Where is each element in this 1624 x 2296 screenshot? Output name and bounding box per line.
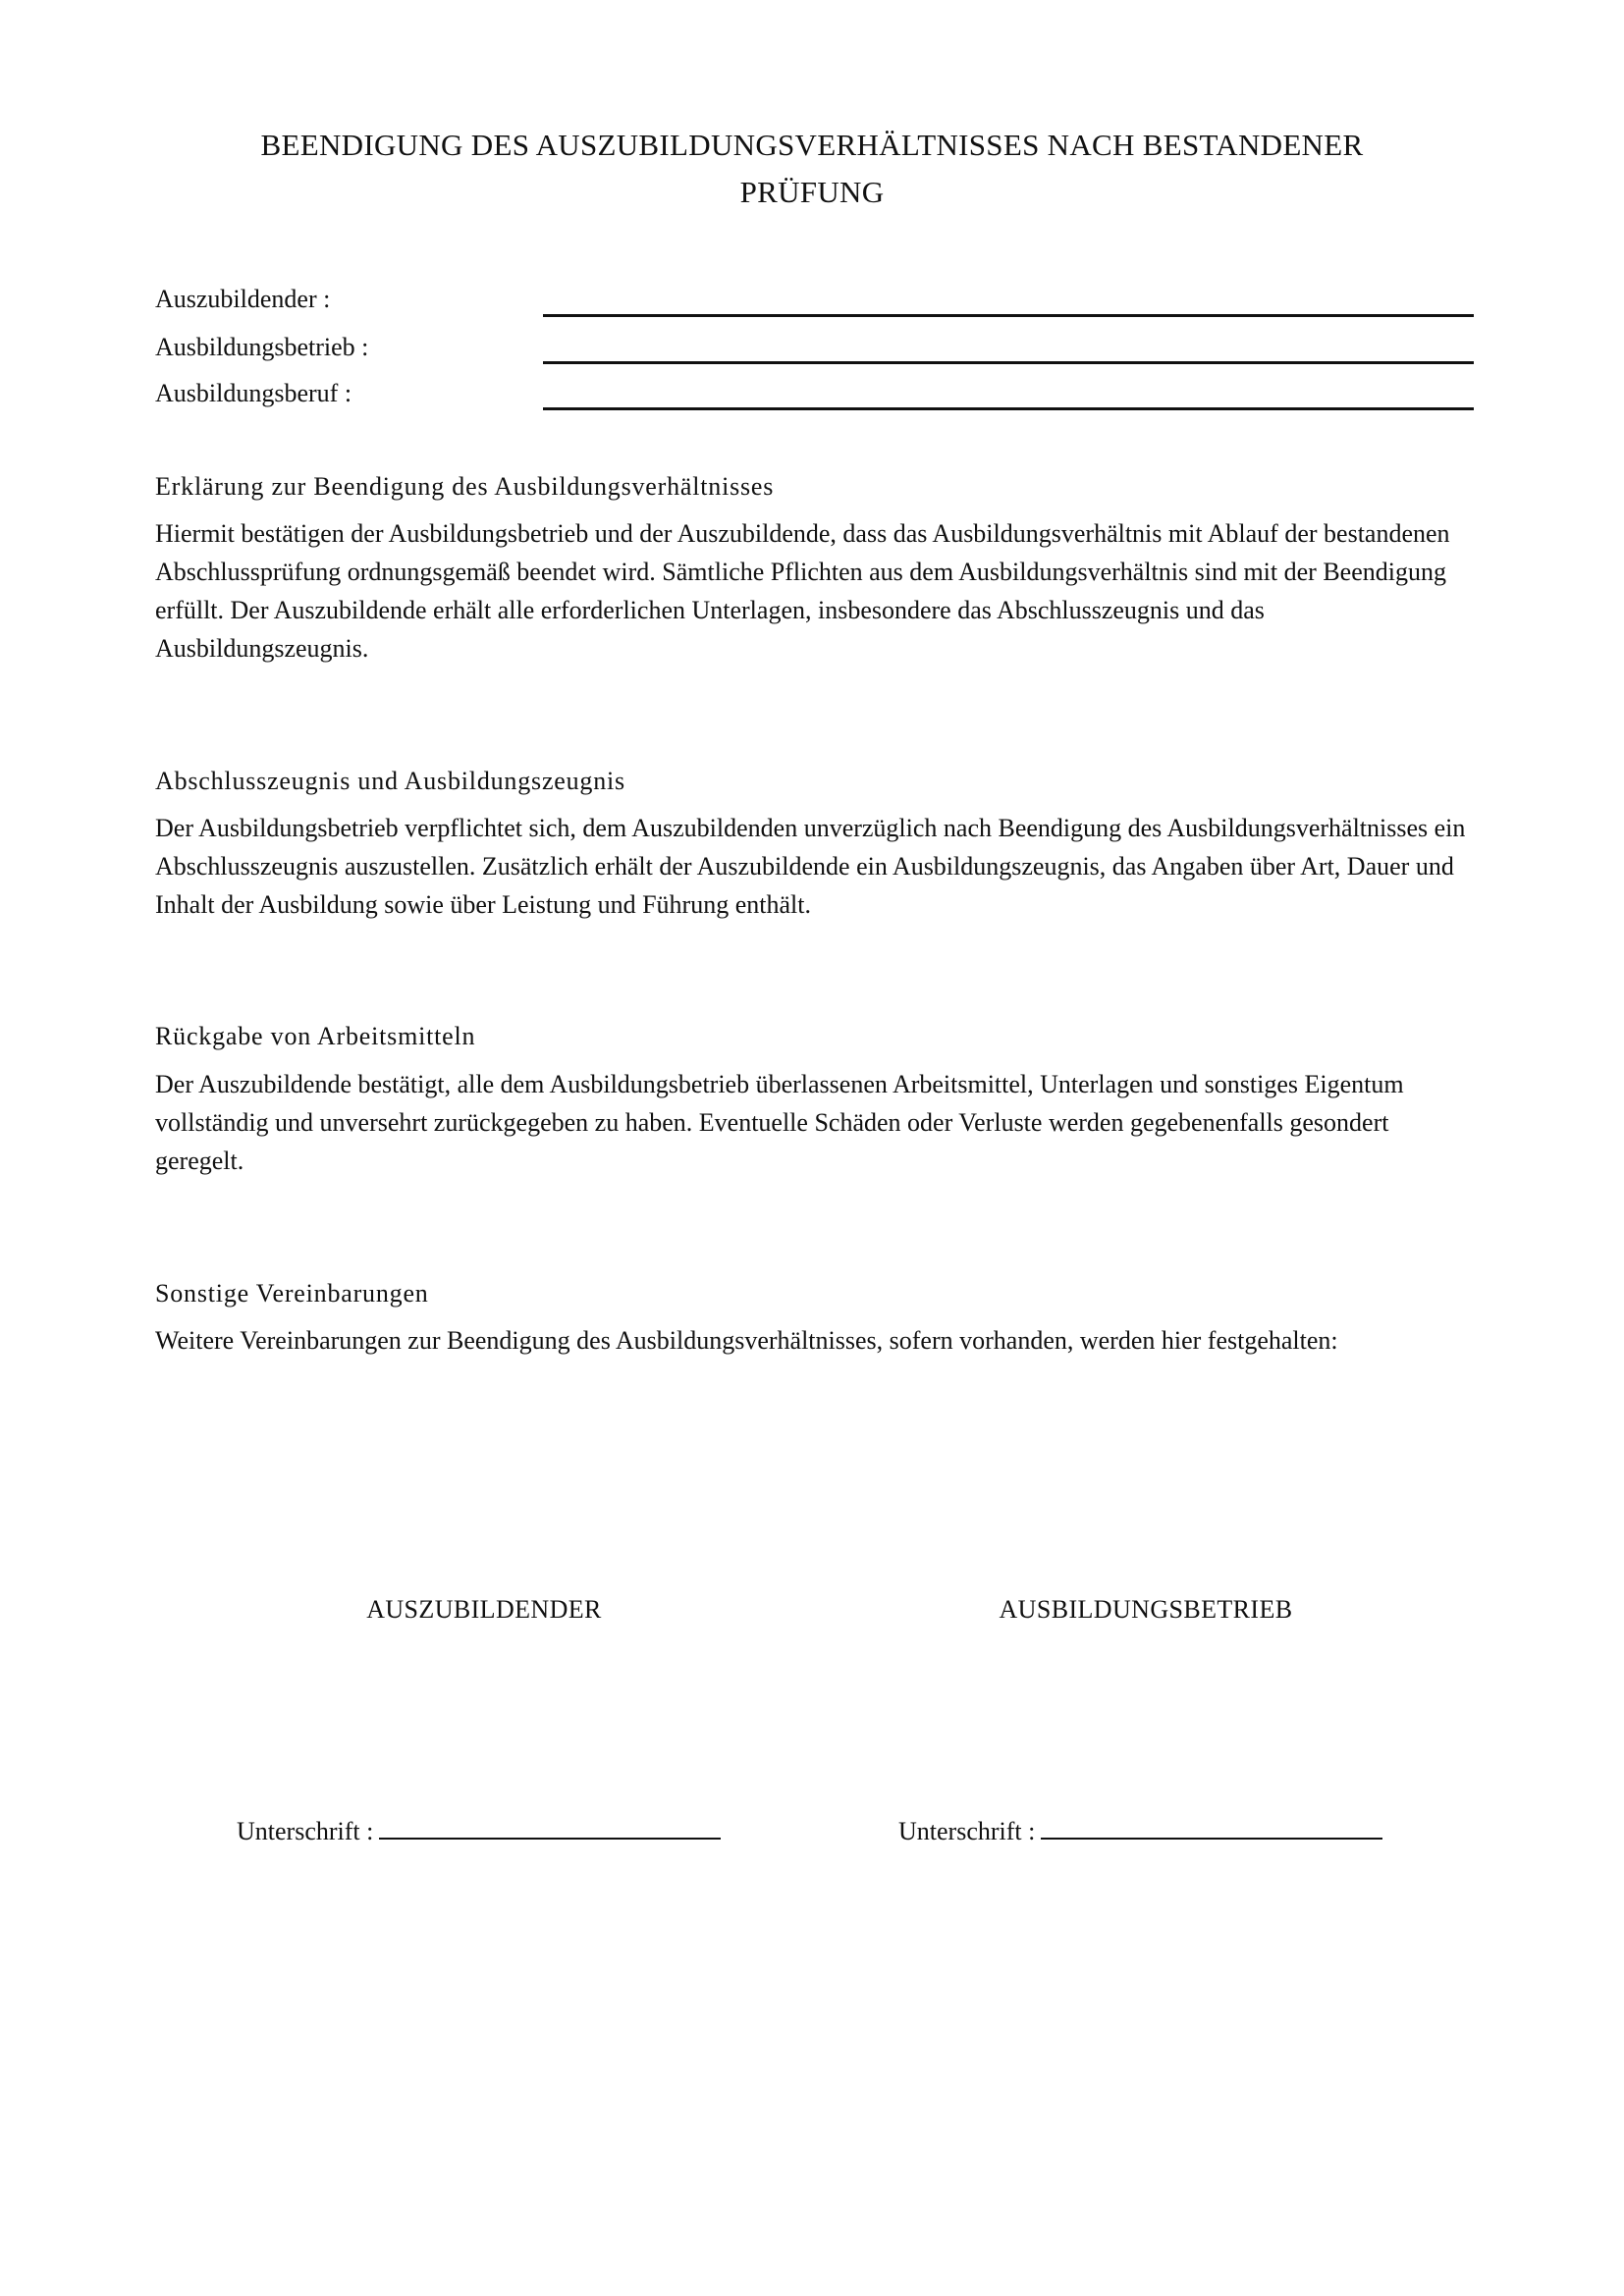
signature-line-ausbildungsbetrieb[interactable] <box>1041 1816 1382 1840</box>
signature-role-ausbildungsbetrieb: AUSBILDUNGSBETRIEB <box>999 1595 1293 1624</box>
document-title: BEENDIGUNG DES AUSZUBILDUNGSVERHÄLTNISSES NACH BESTANDENER PRÜFUNG <box>260 128 1364 209</box>
section-body-zeugnisse: Der Ausbildungsbetrieb verpflichtet sich, dem Auszubildenden unverzüglich nach Beendigung des Ausbildungsverhältnisses ein Abschlusszeugnis auszustellen. Zusätzlich erhält der Auszubildende ein Ausbildungszeugnis, das Angaben über Art, Dauer und Inhalt der Ausbildung sowie über Leistung und Führung enthält. <box>155 814 1466 919</box>
signature-block-ausbildungsbetrieb <box>898 1816 1382 1847</box>
signature-label-ausbildungsbetrieb: Unterschrift : <box>898 1817 1036 1845</box>
section-heading-rueckgabe: Rückgabe von Arbeitsmitteln <box>155 1022 476 1050</box>
signature-role-auszubildender: AUSZUBILDENDER <box>366 1595 602 1624</box>
section-heading-zeugnisse: Abschlusszeugnis und Ausbildungszeugnis <box>155 767 625 795</box>
section-body-sonstige: Weitere Vereinbarungen zur Beendigung des Ausbildungsverhältnisses, sofern vorhanden, werden hier festgehalten: <box>155 1326 1338 1355</box>
section-body-erklaerung: Hiermit bestätigen der Ausbildungsbetrieb und der Auszubildende, dass das Ausbildungsverhältnis mit Ablauf der bestandenen Abschlussprüfung ordnungsgemäß beendet wird. Sämtliche Pflichten aus dem Ausbildungsverhältnis sind mit der Beendigung erfüllt. Der Auszubildende erhält alle erforderlichen Unterlagen, insbesondere das Abschlusszeugnis und das Ausbildungszeugnis. <box>155 519 1450 663</box>
field-input-ausbildungsberuf[interactable] <box>543 407 1474 410</box>
field-input-auszubildender[interactable] <box>543 314 1474 317</box>
signature-line-auszubildender[interactable] <box>379 1816 721 1840</box>
signature-label-auszubildender: Unterschrift : <box>237 1817 374 1845</box>
section-heading-erklaerung: Erklärung zur Beendigung des Ausbildungsverhältnisses <box>155 472 775 501</box>
section-heading-sonstige: Sonstige Vereinbarungen <box>155 1279 429 1308</box>
field-label-ausbildungsbetrieb: Ausbildungsbetrieb : <box>155 333 369 361</box>
field-label-ausbildungsberuf: Ausbildungsberuf : <box>155 379 352 407</box>
field-input-ausbildungsbetrieb[interactable] <box>543 361 1474 364</box>
section-body-rueckgabe: Der Auszubildende bestätigt, alle dem Ausbildungsbetrieb überlassenen Arbeitsmittel, Unterlagen und sonstiges Eigentum vollständig und unversehrt zurückgegeben zu haben. Eventuelle Schäden oder Verluste werden gegebenenfalls gesondert geregelt. <box>155 1070 1404 1175</box>
signature-block-auszubildender <box>237 1816 721 1847</box>
field-label-auszubildender: Auszubildender : <box>155 285 331 313</box>
